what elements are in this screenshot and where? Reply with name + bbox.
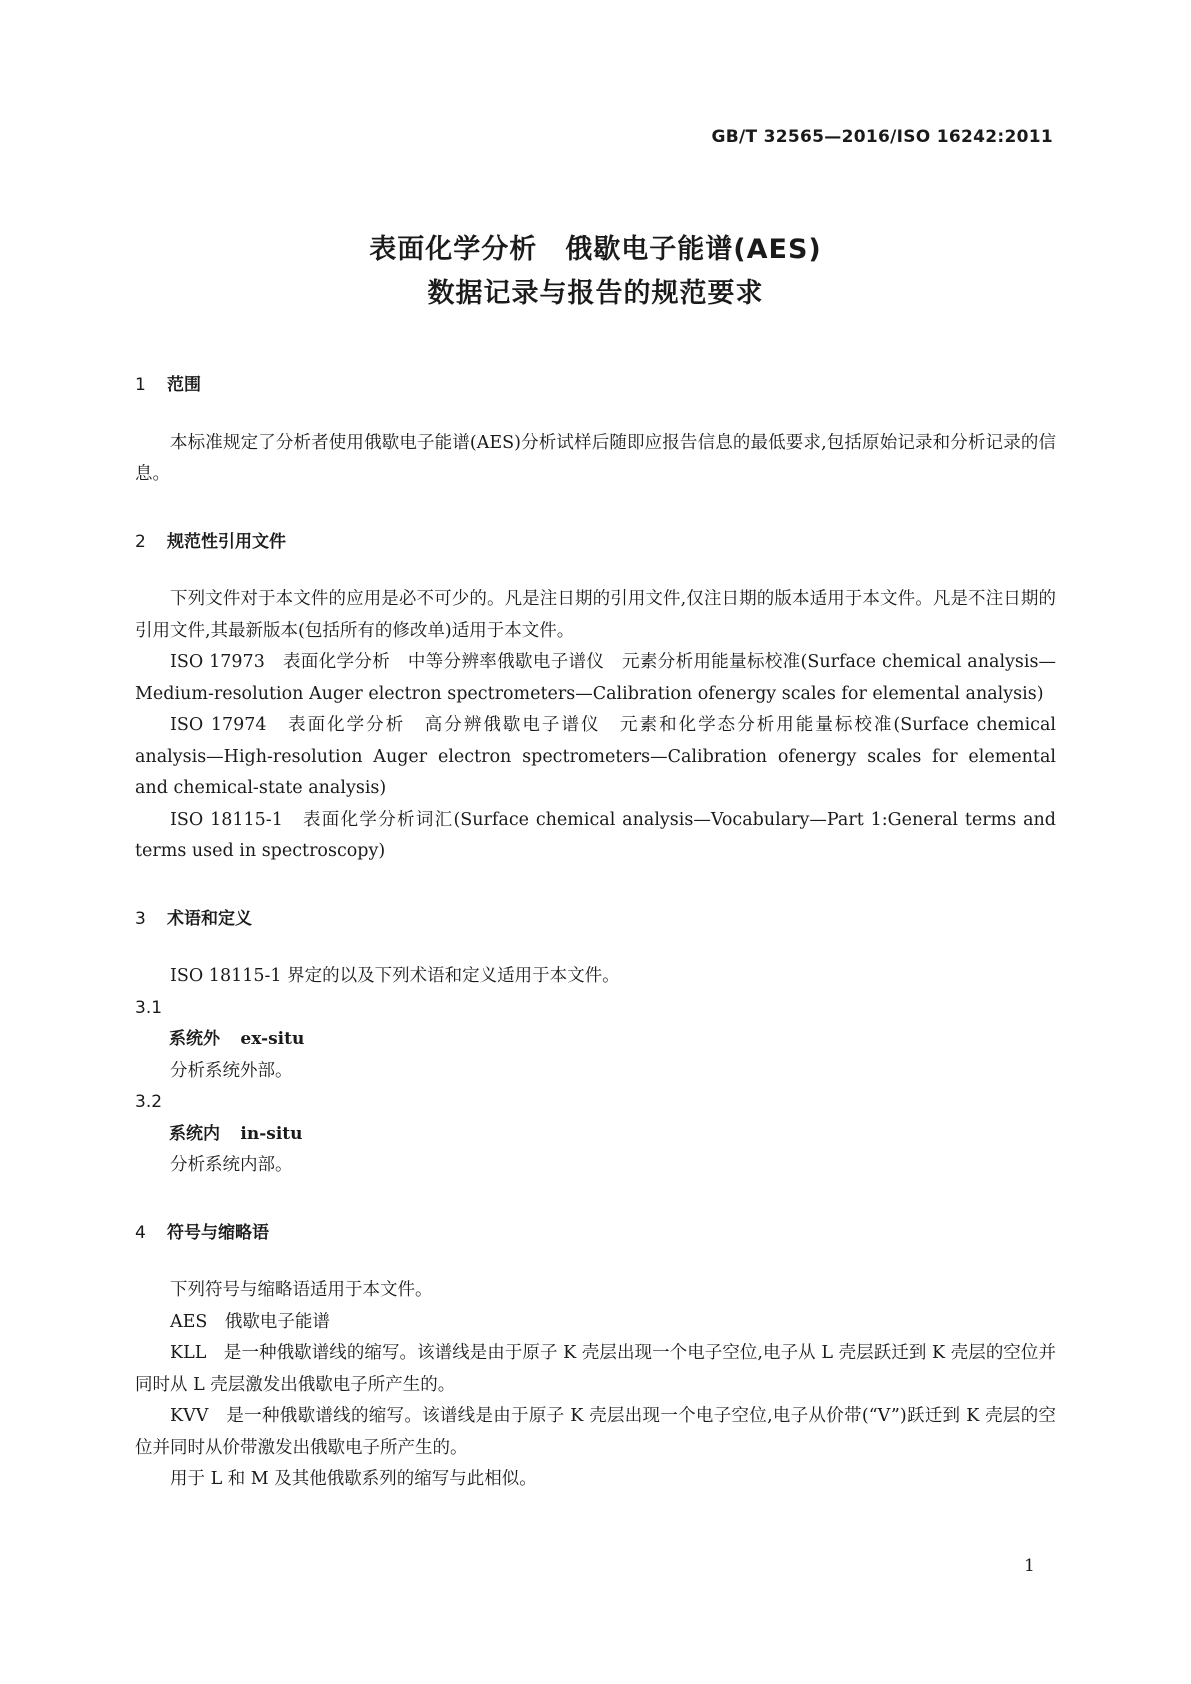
term-definition: 分析系统内部。 [170,1155,293,1175]
section-1-heading: 1 范围 [135,375,201,395]
section-3-heading: 3 术语和定义 [135,908,252,929]
document-body [135,370,1056,1496]
term-number: 3.1 [135,997,163,1018]
section-4-heading: 4 符号与缩略语 [135,1222,269,1243]
term-number: 3.2 [135,1092,163,1112]
abbreviation-item: 用于 L 和 M 及其他俄歇系列的缩写与此相似。 [170,1469,537,1489]
section-2-heading: 2 规范性引用文件 [135,531,286,552]
title-line-2: 数据记录与报告的规范要求 [427,278,764,309]
section-3-paragraph: ISO 18115-1 界定的以及下列术语和定义适用于本文件。 [170,966,620,986]
section-4-paragraph: 下列符号与缩略语适用于本文件。 [170,1280,433,1300]
term-entry: 系统内 in-situ [169,1123,303,1144]
term-entry: 系统外 ex-situ [169,1029,305,1049]
abbreviation-item: KLL 是一种俄歇谱线的缩写。该谱线是由于原子 K 壳层出现一个电子空位,电子从 L 壳层跃迁到 K 壳层的空位并同时从 L 壳层激发出俄歇电子所产生的。 [135,1343,1056,1395]
term-definition: 分析系统外部。 [170,1060,293,1081]
reference-item: ISO 17973 表面化学分析 中等分辨率俄歇电子谱仪 元素分析用能量标校准(Surface chemical analysis—Medium-resolution Auger electron spectrometers—Calibration ofenergy scales for elemental analysis) [135,652,1056,704]
title-line-1: 表面化学分析 俄歇电子能谱(AES) [369,234,822,265]
document-title [0,228,1191,316]
section-2-paragraph: 下列文件对于本文件的应用是必不可少的。凡是注日期的引用文件,仅注日期的版本适用于本文件。凡是不注日期的引用文件,其最新版本(包括所有的修改单)适用于本文件。 [135,589,1056,641]
reference-item: ISO 18115-1 表面化学分析词汇(Surface chemical analysis—Vocabulary—Part 1:General terms and terms used in spectroscopy) [135,809,1056,861]
abbreviation-item: KVV 是一种俄歇谱线的缩写。该谱线是由于原子 K 壳层出现一个电子空位,电子从价带(“V”)跃迁到 K 壳层的空位并同时从价带激发出俄歇电子所产生的。 [135,1406,1056,1458]
page-number: 1 [1024,1556,1035,1576]
reference-item: ISO 17974 表面化学分析 高分辨俄歇电子谱仪 元素和化学态分析用能量标校准(Surface chemical analysis—High-resolution Auger electron spectrometers—Calibration ofenergy scales for elemental and chemical-state analysis) [135,715,1056,798]
abbreviation-item: AES 俄歇电子能谱 [170,1311,330,1332]
standard-code: GB/T 32565—2016/ISO 16242:2011 [711,127,1053,147]
section-1-paragraph: 本标准规定了分析者使用俄歇电子能谱(AES)分析试样后随即应报告信息的最低要求,包括原始记录和分析记录的信息。 [135,432,1056,484]
